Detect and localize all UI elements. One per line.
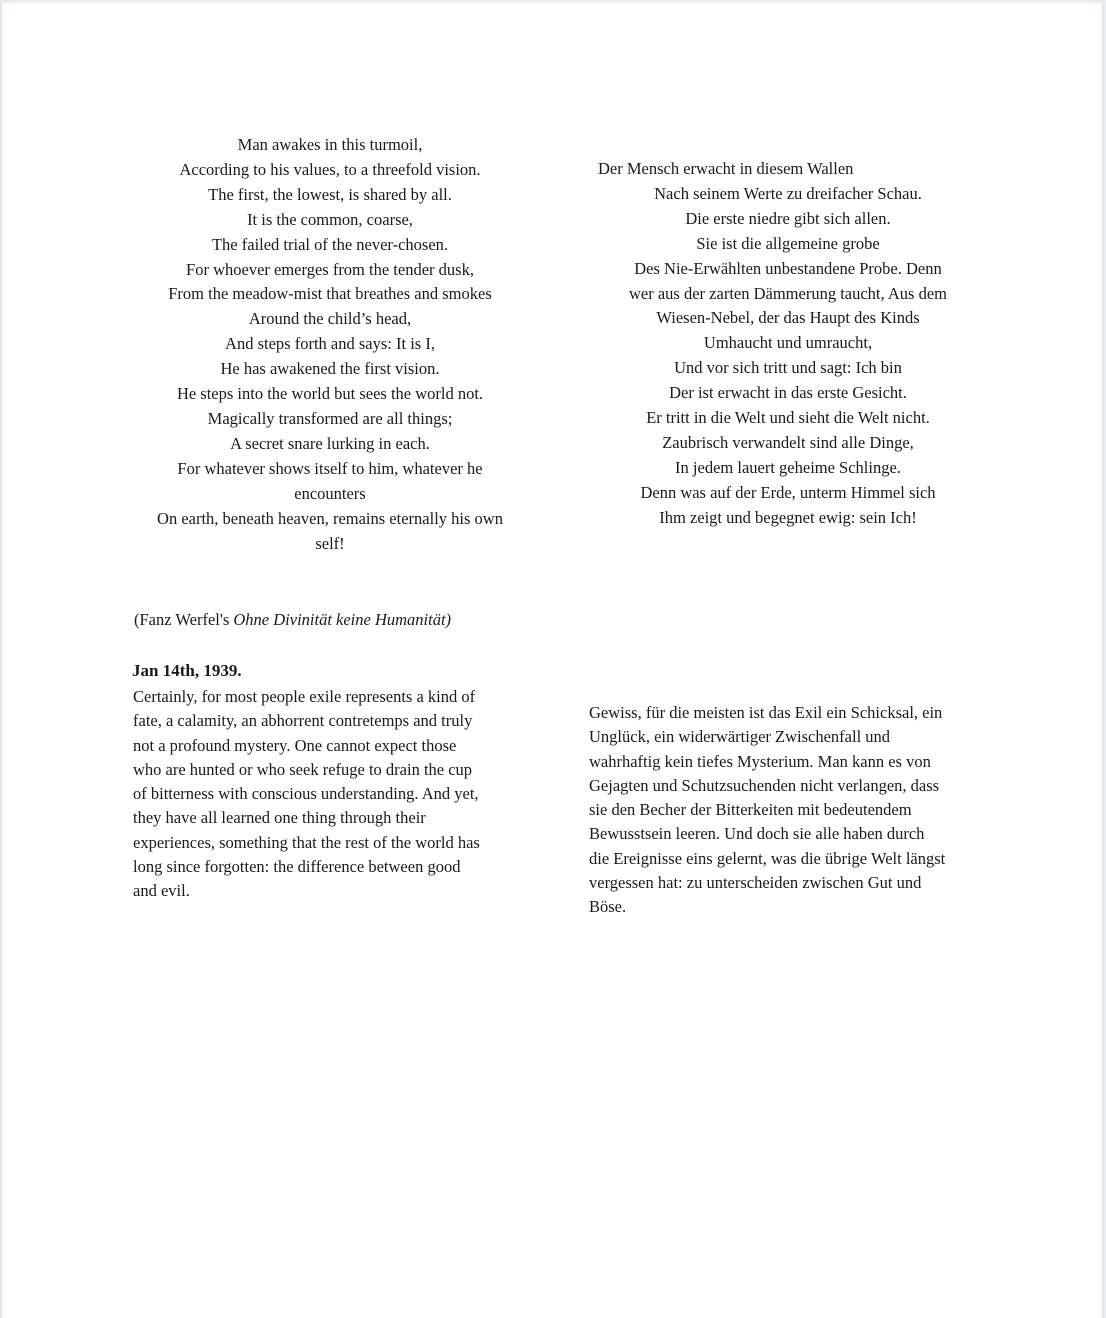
poem-line: Er tritt in die Welt und sieht die Welt nicht.: [646, 408, 930, 428]
prose-line: not a profound mystery. One cannot expect those: [133, 735, 457, 755]
poem-line: Around the child’s head,: [248, 309, 412, 329]
poem-line: Wiesen-Nebel, der das Haupt des Kinds: [656, 308, 920, 328]
poem-line: Die erste niedre gibt sich allen.: [685, 208, 891, 228]
poem-line: Des Nie-Erwählten unbestandene Probe. Denn: [634, 258, 942, 278]
poem-line: Und vor sich tritt und sagt: Ich bin: [674, 358, 902, 378]
prose-line: fate, a calamity, an abhorrent contretemps and truly: [133, 711, 473, 731]
source-title: Ohne Divinität keine Humanität): [233, 610, 452, 629]
prose-line: and evil.: [133, 881, 190, 901]
poem-line: For whoever emerges from the tender dusk,: [186, 259, 474, 279]
prose-line: experiences, something that the rest of the world has: [133, 832, 480, 852]
poem-line: On earth, beneath heaven, remains eternally his own: [157, 508, 503, 528]
poem-line: Nach seinem Werte zu dreifacher Schau.: [654, 183, 922, 203]
poem-line: Ihm zeigt und begegnet ewig: sein Ich!: [659, 507, 917, 527]
prose-line: Certainly, for most people exile represents a kind of: [133, 687, 476, 706]
prose-german: [589, 701, 989, 920]
prose-line: wahrhaftig kein tiefes Mysterium. Man kann es von: [589, 751, 931, 771]
prose-line: Unglück, ein widerwärtiger Zwischenfall und: [589, 727, 891, 747]
prose-line: sie den Becher der Bitterkeiten mit bedeutendem: [589, 800, 912, 820]
prose-line: Gewiss, für die meisten ist das Exil ein Schicksal, ein: [589, 703, 943, 722]
prose-line: Bewusstsein leeren. Und doch sie alle haben durch: [589, 824, 925, 844]
poem-line: Man awakes in this turmoil,: [237, 135, 423, 154]
poem-line: Der Mensch erwacht in diesem Wallen: [598, 159, 854, 178]
entry-date-heading: Jan 14th, 1939.: [132, 661, 242, 680]
prose-line: of bitterness with conscious understanding. And yet,: [133, 784, 479, 804]
prose-line: Böse.: [589, 897, 627, 917]
poem-line: wer aus der zarten Dämmerung taucht, Aus dem: [629, 283, 947, 303]
poem-line: Umhaucht und umraucht,: [703, 333, 873, 353]
source-prefix: (Fanz Werfel's: [134, 610, 234, 629]
poem-line: It is the common, coarse,: [247, 209, 413, 229]
prose-line: vergessen hat: zu unterscheiden zwischen Gut und: [589, 873, 922, 893]
prose-line: who are hunted or who seek refuge to drain the cup: [133, 759, 473, 779]
poem-line: Zaubrisch verwandelt sind alle Dinge,: [662, 432, 914, 452]
poem-line: encounters: [294, 483, 366, 503]
prose-english: [133, 685, 533, 904]
prose-line: Gejagten und Schutzsuchenden nicht verlangen, dass: [589, 775, 940, 795]
poem-line: He steps into the world but sees the world not.: [176, 384, 484, 404]
poem-line: Denn was auf der Erde, unterm Himmel sich: [640, 482, 936, 502]
poem-line: A secret snare lurking in each.: [230, 433, 430, 453]
poem-line: self!: [315, 533, 345, 553]
poem-source-citation: [134, 608, 451, 632]
document-page: [1, 3, 1103, 1318]
poem-line: Sie ist die allgemeine grobe: [696, 233, 880, 253]
prose-line: die Ereignisse eins gelernt, was die übrige Welt längst: [589, 848, 946, 868]
poem-line: The failed trial of the never-chosen.: [211, 234, 449, 254]
poem-line: For whatever shows itself to him, whatever he: [177, 458, 483, 478]
prose-line: long since forgotten: the difference between good: [133, 857, 461, 877]
poem-line: From the meadow-mist that breathes and smokes: [168, 284, 492, 304]
poem-german: [598, 157, 978, 531]
poem-line: In jedem lauert geheime Schlinge.: [675, 457, 901, 477]
poem-line: He has awakened the first vision.: [220, 359, 440, 379]
prose-line: they have all learned one thing through their: [133, 808, 426, 828]
poem-english: [134, 133, 526, 556]
poem-line: And steps forth and says: It is I,: [225, 334, 435, 354]
poem-line: Magically transformed are all things;: [207, 408, 453, 428]
poem-line: According to his values, to a threefold vision.: [179, 159, 481, 179]
poem-line: The first, the lowest, is shared by all.: [208, 184, 452, 204]
poem-line: Der ist erwacht in das erste Gesicht.: [669, 383, 907, 403]
